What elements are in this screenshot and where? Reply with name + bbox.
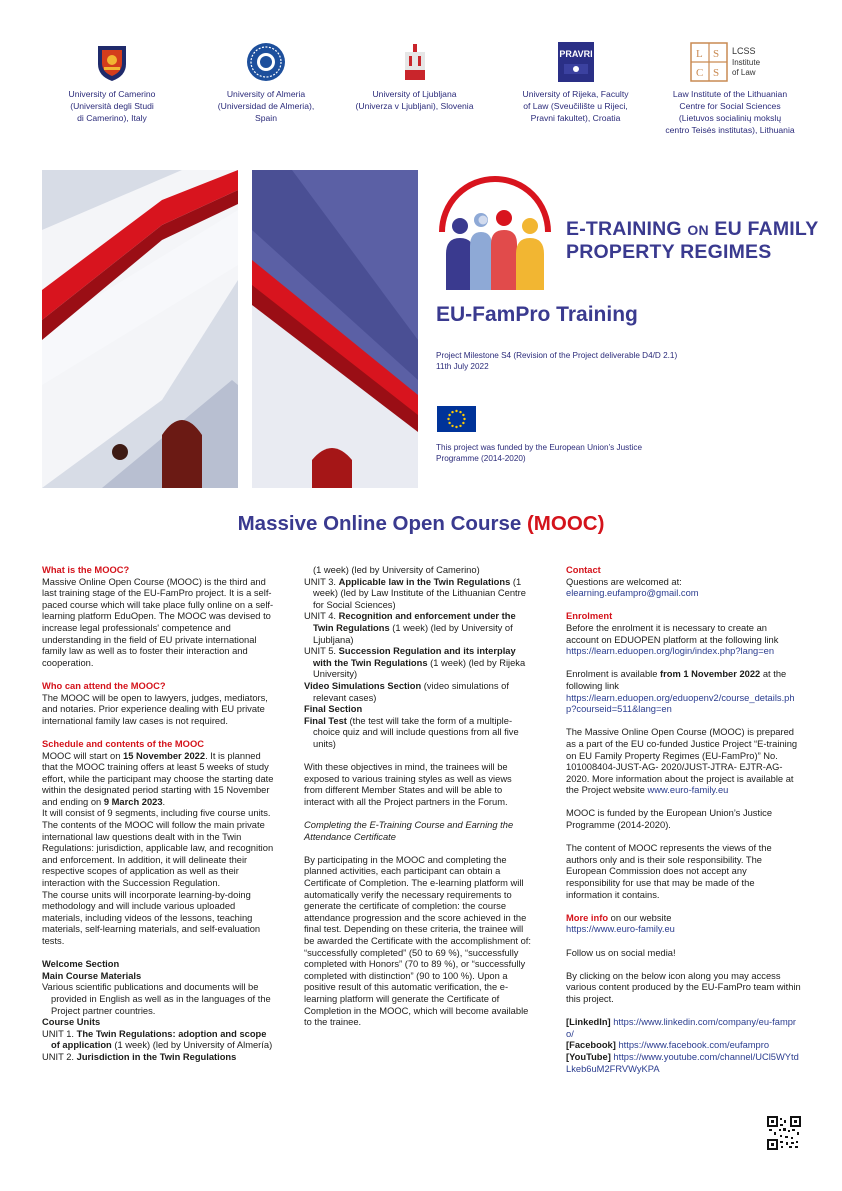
pravri-logo	[558, 42, 594, 82]
unit-title: Jurisdiction in the Twin Regulations	[76, 1051, 237, 1062]
funding-note: This project was funded by the European Union’s Justice Programme (2014-2020)	[436, 443, 643, 463]
paragraph: MOOC is funded by the European Union’s Justice Programme (2014-2020).	[566, 808, 773, 831]
more-info-label: More info	[566, 912, 609, 923]
partner-almeria	[206, 42, 326, 124]
partner-camerino	[52, 42, 172, 124]
section-heading: Enrolment	[566, 611, 613, 622]
subheading: Course Units	[42, 1017, 101, 1028]
subheading: Welcome Section	[42, 959, 120, 970]
eduopen-course-link[interactable]: https://learn.eduopen.org/eduopenv2/course_details.php?courseid=511&lang=en	[566, 692, 795, 715]
unit-title: Applicable law in the Twin Regulations	[338, 576, 511, 587]
start-date: 15 November 2022	[123, 750, 206, 761]
text-run: UNIT 2.	[42, 1051, 77, 1062]
section-heading: What is the MOOC?	[42, 565, 130, 575]
paragraph: With these objectives in mind, the trainees will be exposed to various training styles as well as views from different Member States and will be able to interact with all the Project partners in the Forum.	[304, 762, 512, 807]
partner-label: University of Almeria (Universidad de Almeria), Spain	[217, 89, 315, 123]
section-heading: Contact	[566, 565, 601, 575]
eufampro-logo	[436, 174, 554, 290]
section-heading: Schedule and contents of the MOOC	[42, 738, 204, 749]
paragraph: Before the enrolment it is necessary to create an account on EDUOPEN platform at the following link	[566, 622, 779, 645]
eu-flag-icon	[437, 406, 476, 432]
partner-label: University of Rijeka, Faculty of Law (Sveučilište u Rijeci, Pravni fakultet), Croatia	[522, 89, 629, 123]
project-website-link[interactable]: www.euro-family.eu	[647, 785, 729, 796]
linkedin-label: [LinkedIn]	[566, 1017, 611, 1028]
column-left	[42, 565, 277, 1064]
end-date: 9 March 2023	[103, 796, 163, 807]
text-run: Enrolment is available	[566, 669, 661, 680]
paragraph	[566, 913, 801, 925]
paragraph: Massive Online Open Course (MOOC) is the third and last training stage of the EU-FamPro project. It is a self-paced course which will take place fully online on a self-learning platform EduOpen. The MOOC was devised to increase legal professionals' competence and understanding in the field of EU private international family law as well as to foster their interaction and cooperation.	[42, 576, 274, 668]
column-right	[566, 565, 801, 1075]
text-run: MOOC will start on	[42, 750, 123, 761]
facebook-label: [Facebook]	[566, 1040, 616, 1051]
svg-text:S: S	[713, 48, 720, 60]
ljubljana-logo	[402, 42, 428, 82]
social-linkedin	[566, 1017, 801, 1040]
website-link[interactable]: https://www.euro-family.eu	[566, 924, 675, 935]
text-run: .	[162, 796, 166, 807]
house-photo-right	[252, 170, 418, 488]
unit-title: Recognition and enforcement under the Twin Regulations	[313, 611, 516, 633]
section-item	[304, 681, 532, 704]
text-run: (1 week) (led by University of Ljubljana)	[313, 622, 513, 645]
paragraph: It will consist of 9 segments, including five course units. The contents of the MOOC will follow the main private international law questions dealt with in the Twin Regulations: jurisdiction, applicable law, and recognition and enforcement. In addition, it will delineate their respective scopes of application as well as their interaction with the Succession Regulation.	[42, 808, 274, 889]
unit-item	[304, 611, 532, 646]
text-run: (the test will take the form of a multiple-choice quiz and will include questions from all five units)	[313, 715, 519, 749]
unit-item	[42, 1052, 277, 1064]
lcss-logo	[690, 42, 770, 82]
youtube-label: [YouTube]	[566, 1051, 611, 1062]
paragraph: The content of MOOC represents the views of the authors only and is their sole responsibility. The European Commission does not accept any responsibility for use that may be made of the information it contains.	[566, 843, 772, 900]
svg-text:Institute: Institute	[732, 58, 761, 67]
text-run: (1 week) (led by University of Almería)	[111, 1040, 273, 1051]
page-title: EU-FamPro Training	[436, 303, 638, 326]
paragraph: By participating in the MOOC and completing the planned activities, each participant can obtain a Certificate of Completion. The e-learning platform will automatically verify the necessary requirements to generate the certificate of completion: the course attendance progression and the score achieved in the final test. Depending on these criteria, the trainee will be awarded the Certificate with the accomplishment of: “successfully completed” (50 to 69 %), “successfully completed with Honors” (70 to 89 %), or “successfully completed with distinction” (90 to 100 %). Upon a positive result of this automatic verification, the e-learning platform will generate the Certificate of Completion in the MOOC, which will become available to the trainee.	[304, 854, 531, 1028]
svg-text:S: S	[713, 67, 720, 79]
text-run: (video simulations of relevant cases)	[313, 680, 509, 703]
svg-text:LCSS: LCSS	[732, 46, 756, 56]
section-heading: Who can attend the MOOC?	[42, 680, 166, 691]
svg-text:C: C	[696, 67, 704, 79]
milestone-date: 11th July 2022	[436, 362, 489, 371]
brand-line1-part1: E-TRAINING	[566, 218, 688, 240]
enrolment-date: from 1 November 2022	[660, 669, 761, 680]
partner-lcss	[660, 42, 800, 136]
text-run: UNIT 4.	[304, 611, 339, 622]
social-facebook	[566, 1040, 801, 1052]
text-run: on our website	[608, 912, 672, 923]
text-run: . It is planned that the MOOC training offers at least 5 weeks of study effort, while the participant may choose the starting date within the designated period starting with 15 November and ending on	[42, 750, 274, 807]
paragraph	[566, 669, 801, 692]
brand-line1-part2: ON	[687, 222, 709, 238]
milestone-text	[436, 350, 677, 372]
mooc-title	[0, 512, 842, 536]
facebook-link[interactable]: https://www.facebook.com/eufampro	[615, 1040, 770, 1051]
mooc-title-text: Massive Online Open Course	[237, 512, 527, 535]
partner-rijeka	[512, 42, 639, 124]
contact-email-link[interactable]: elearning.eufampro@gmail.com	[566, 588, 699, 599]
text-run: UNIT 3.	[304, 576, 339, 587]
unit-item	[304, 577, 532, 612]
eduopen-login-link[interactable]: https://learn.eduopen.org/login/index.php?lang=en	[566, 646, 775, 657]
text-run: The Massive Online Open Course (MOOC) is prepared as a part of the EU co-funded Justice Project “E-training on EU Family Property Regimes (EU-FamPro)” No. 101008404-JUST-AG- 2020/JUST-JTRA- EJTR-AG-2020. More information about the project is available at the Project website	[566, 727, 798, 796]
brand-line2: PROPERTY REGIMES	[566, 241, 772, 263]
svg-text:PRAVRI: PRAVRI	[558, 49, 593, 59]
partner-ljubljana	[352, 42, 477, 112]
partner-label: Law Institute of the Lithuanian Centre for Social Sciences (Lietuvos socialinių mokslų centro Teisės institutas), Lithuania	[665, 89, 795, 135]
svg-text:L: L	[696, 48, 703, 60]
unit-item	[42, 1029, 277, 1052]
youtube-link[interactable]: https://www.youtube.com/channel/UCl5WYtdLkeb6uM2FRVWyKPA	[566, 1051, 799, 1074]
linkedin-link[interactable]: https://www.linkedin.com/company/eu-fampro/	[566, 1017, 797, 1039]
unit-title: Succession Regulation and its interplay with the Twin Regulations	[313, 646, 516, 668]
milestone-line: Project Milestone S4 (Revision of the Project deliverable D4/D 2.1)	[436, 351, 678, 360]
partner-label: University of Camerino (Università degli Studi di Camerino), Italy	[68, 89, 156, 123]
brand-wordmark	[566, 218, 818, 263]
text-run: (1 week) (led by Law Institute of the Lithuanian Centre for Social Sciences)	[313, 576, 526, 610]
social-youtube	[566, 1052, 801, 1075]
paragraph: By clicking on the below icon along you may access various content produced by the EU-FamPro team within this project.	[566, 970, 801, 1004]
text-run: UNIT 5.	[304, 646, 339, 657]
paragraph	[566, 727, 801, 797]
text-run: UNIT 1.	[42, 1028, 77, 1039]
section-item	[304, 716, 532, 751]
column-middle	[304, 565, 532, 1029]
item-title: Final Test	[304, 715, 347, 726]
paragraph: Various scientific publications and documents will be provided in English as well as in the languages of the Project partner countries.	[42, 982, 271, 1016]
item-title: Video Simulations Section	[304, 680, 422, 691]
italic-heading: Completing the E-Training Course and Earning the Attendance Certificate	[304, 820, 514, 842]
unit-title: The Twin Regulations: adoption and scope of application	[51, 1028, 267, 1051]
unit-item	[304, 646, 532, 681]
text-run: (1 week) (led by Rijeka University)	[313, 657, 526, 680]
house-photo-left	[42, 170, 238, 488]
brand-line1-part3: EU FAMILY	[708, 218, 819, 240]
subheading: Final Section	[304, 704, 363, 715]
almeria-seal-logo	[246, 42, 286, 82]
text-run: at the following link	[566, 669, 787, 691]
paragraph: The course units will incorporate learning-by-doing methodology and will include various uploaded materials, including videos of the lessons, teaching materials, self-learning materials, and self-evaluation tests.	[42, 889, 261, 946]
camerino-crest-logo	[95, 42, 129, 82]
paragraph	[42, 751, 277, 809]
paragraph: (1 week) (led by University of Camerino)	[313, 565, 480, 575]
paragraph: The MOOC will be open to lawyers, judges, mediators, and notaries. Prior experience dealing with EU private international family law cases is not required.	[42, 692, 268, 726]
mooc-title-accent: (MOOC)	[526, 512, 605, 535]
paragraph: Questions are welcomed at:	[566, 576, 682, 587]
partner-label: University of Ljubljana (Univerza v Ljubljani), Slovenia	[355, 89, 474, 111]
subheading: Main Course Materials	[42, 970, 142, 981]
qr-code-icon[interactable]	[767, 1116, 801, 1150]
paragraph: Follow us on social media!	[566, 947, 676, 958]
svg-text:of Law: of Law	[732, 68, 756, 77]
